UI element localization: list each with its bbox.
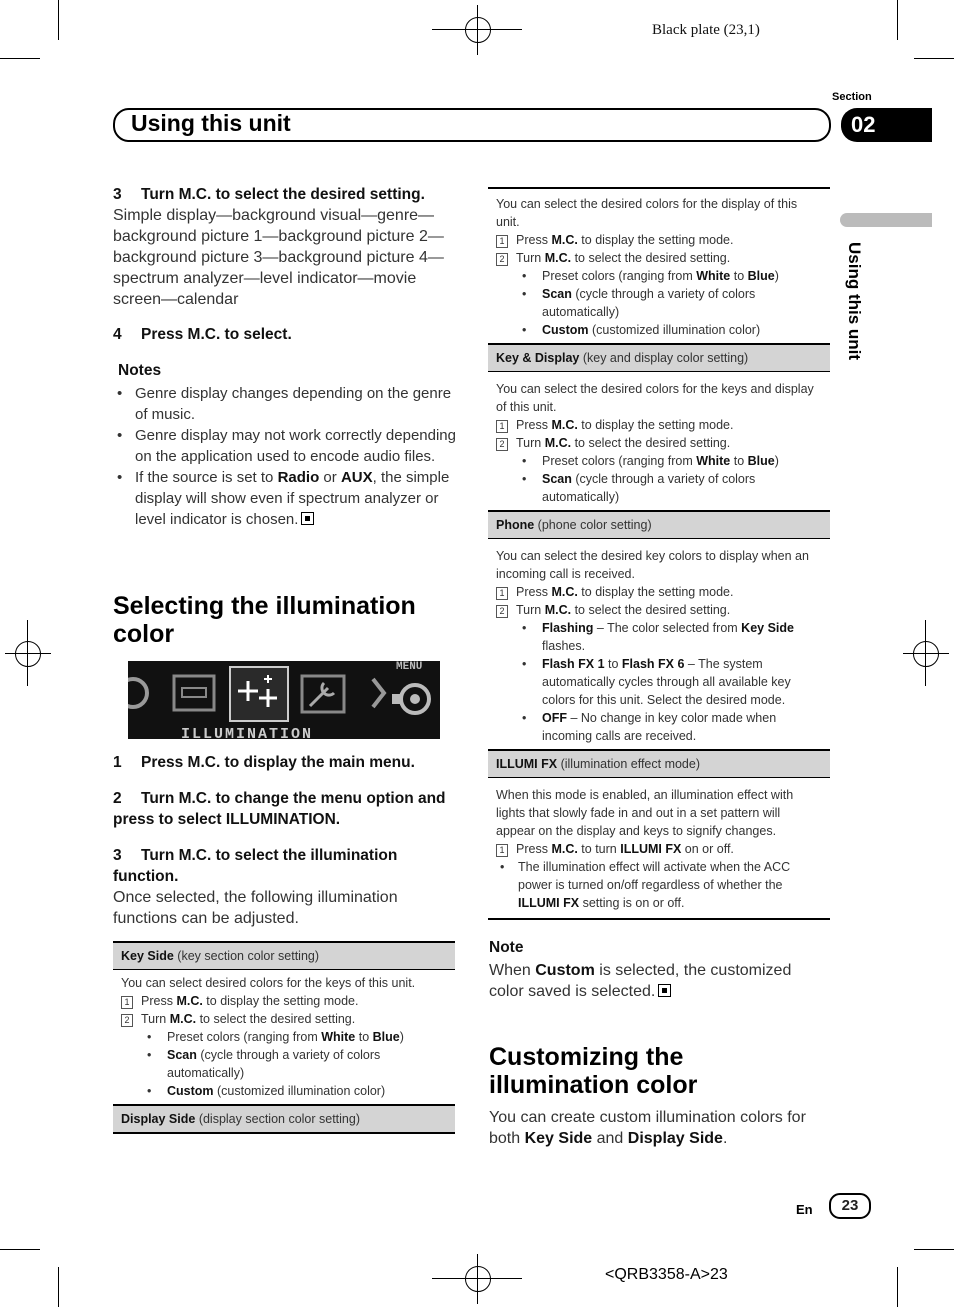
table-body (113, 970, 455, 1104)
step-number: 3 (113, 847, 122, 864)
page-number: 23 (829, 1193, 871, 1219)
step-number: 1 (113, 754, 122, 771)
registration-mark-icon (477, 1254, 478, 1304)
notes-list (113, 383, 458, 530)
option-item: • Preset colors (ranging from White to Blue) (121, 1028, 447, 1046)
illumination-steps (113, 752, 458, 929)
table-intro: You can select the desired key colors to display when an incoming call is received. (496, 549, 809, 581)
settings-table-left (113, 941, 455, 1134)
table-body (488, 187, 830, 343)
registration-mark-icon (925, 620, 926, 686)
option-item: • OFF – No change in key color made when incoming calls are received. (496, 709, 822, 745)
table-header: ILLUMI FX (illumination effect mode) (488, 749, 830, 778)
numbered-step: 1 Press M.C. to display the setting mode. (496, 583, 822, 601)
step-body: Once selected, the following illumination functions can be adjusted. (113, 889, 398, 927)
table-body (488, 778, 830, 920)
side-tab (840, 213, 932, 227)
section-number: 02 (851, 112, 876, 137)
left-column (113, 184, 458, 530)
numbered-step: 1 Press M.C. to display the setting mode. (496, 231, 822, 249)
option-item: • Scan (cycle through a variety of colors automatically) (496, 285, 822, 321)
document-code: <QRB3358-A>23 (605, 1266, 728, 1283)
option-item: • Custom (customized illumination color) (496, 321, 822, 339)
registration-mark-icon (465, 17, 491, 43)
end-mark-icon (658, 984, 671, 997)
crop-mark (897, 0, 898, 40)
crop-mark (58, 1267, 59, 1307)
table-body (488, 372, 830, 510)
option-item: • Custom (customized illumination color) (121, 1082, 447, 1100)
step-text: Turn M.C. to select the illumination function. (113, 847, 398, 885)
step-number: 3 (113, 186, 122, 203)
step-3 (113, 845, 458, 887)
step-4 (113, 324, 458, 345)
numbered-step: 2 Turn M.C. to select the desired setting. (496, 601, 822, 619)
table-header: Phone (phone color setting) (488, 510, 830, 539)
registration-mark-icon (903, 653, 949, 654)
registration-mark-icon (913, 641, 939, 667)
table-body (488, 539, 830, 749)
table-header: Display Side (display section color setting) (113, 1104, 455, 1134)
option-item: • Flashing – The color selected from Key Side flashes. (496, 619, 822, 655)
step-number: 2 (113, 790, 122, 807)
registration-mark-icon (15, 641, 41, 667)
crop-mark (0, 58, 40, 59)
note-block (489, 937, 829, 1002)
note-item: • If the source is set to Radio or AUX, the simple display will show even if spectrum analyzer or level indicator is chosen. (113, 467, 458, 530)
option-item: • Flash FX 1 to Flash FX 6 – The system automatically cycles through all available key colors for this unit. Select the desired mode. (496, 655, 822, 709)
table-intro: When this mode is enabled, an illumination effect with lights that slowly fade in and out in a set pattern will appear on the display and keys to signify changes. (496, 788, 794, 838)
option-item: • Scan (cycle through a variety of colors automatically) (496, 470, 822, 506)
table-header: Key & Display (key and display color setting) (488, 343, 830, 372)
section-body: You can create custom illumination colors for both Key Side and Display Side. (489, 1109, 806, 1147)
page-title: Using this unit (131, 110, 291, 136)
step-2 (113, 788, 458, 830)
note-title: Note (489, 939, 524, 956)
table-intro: You can select the desired colors for the keys and display of this unit. (496, 382, 814, 414)
crop-mark (0, 1249, 40, 1250)
numbered-step: 1 Press M.C. to display the setting mode. (496, 416, 822, 434)
note-item: • Genre display may not work correctly depending on the application used to encode audio files. (113, 425, 458, 467)
illumination-screen (128, 661, 440, 739)
step-number: 4 (113, 326, 122, 343)
screen-label: ILLUMINATION (181, 726, 314, 739)
crop-mark (897, 1267, 898, 1307)
step-text: Press M.C. to select. (141, 326, 292, 343)
crop-mark (914, 58, 954, 59)
step-text: Turn M.C. to change the menu option and press to select ILLUMINATION. (113, 790, 446, 828)
section-number-badge (841, 108, 932, 142)
plate-label: Black plate (23,1) (652, 22, 760, 38)
registration-mark-icon (477, 5, 478, 55)
bullet-item: • The illumination effect will activate when the ACC power is turned on/off regardless of whether the ILLUMI FX setting is on or off. (496, 858, 822, 912)
option-item: • Scan (cycle through a variety of colors automatically) (121, 1046, 447, 1082)
numbered-step: 1 Press M.C. to turn ILLUMI FX on or off. (496, 840, 822, 858)
crop-mark (914, 1249, 954, 1250)
note-item: • Genre display changes depending on the genre of music. (113, 383, 458, 425)
step-3 (113, 184, 458, 205)
step-text: Turn M.C. to select the desired setting. (141, 186, 425, 203)
numbered-step: 2 Turn M.C. to select the desired setting. (496, 249, 822, 267)
step-body: Simple display—background visual—genre—background picture 1—background picture 2—background picture 3—background picture 4—spectrum analyzer—level indicator—movie screen—calendar (113, 207, 444, 308)
section-label: Section (832, 91, 872, 103)
step-text: Press M.C. to display the main menu. (141, 754, 415, 771)
table-intro: You can select desired colors for the keys of this unit. (121, 976, 416, 990)
registration-mark-icon (27, 620, 28, 686)
menu-label: MENU (396, 661, 423, 673)
registration-mark-icon (5, 653, 51, 654)
option-item: • Preset colors (ranging from White to Blue) (496, 452, 822, 470)
section-heading: Customizing the illumination color (489, 1043, 698, 1099)
numbered-step: 2 Turn M.C. to select the desired setting. (121, 1010, 447, 1028)
crop-mark (58, 0, 59, 40)
step-1 (113, 752, 458, 773)
language-label: En (796, 1202, 813, 1217)
note-text: When Custom is selected, the customized color saved is selected. (489, 962, 792, 1000)
end-mark-icon (301, 512, 314, 525)
menu-icon-strip (128, 667, 429, 721)
table-header: Key Side (key section color setting) (113, 941, 455, 970)
numbered-step: 2 Turn M.C. to select the desired setting. (496, 434, 822, 452)
settings-table-right (488, 187, 830, 920)
table-intro: You can select the desired colors for the display of this unit. (496, 197, 798, 229)
section-heading: Selecting the illumination color (113, 592, 416, 648)
numbered-step: 1 Press M.C. to display the setting mode. (121, 992, 447, 1010)
registration-mark-icon (465, 1266, 491, 1292)
option-item: • Preset colors (ranging from White to Blue) (496, 267, 822, 285)
notes-title: Notes (118, 362, 162, 379)
side-label: Using this unit (845, 242, 864, 361)
